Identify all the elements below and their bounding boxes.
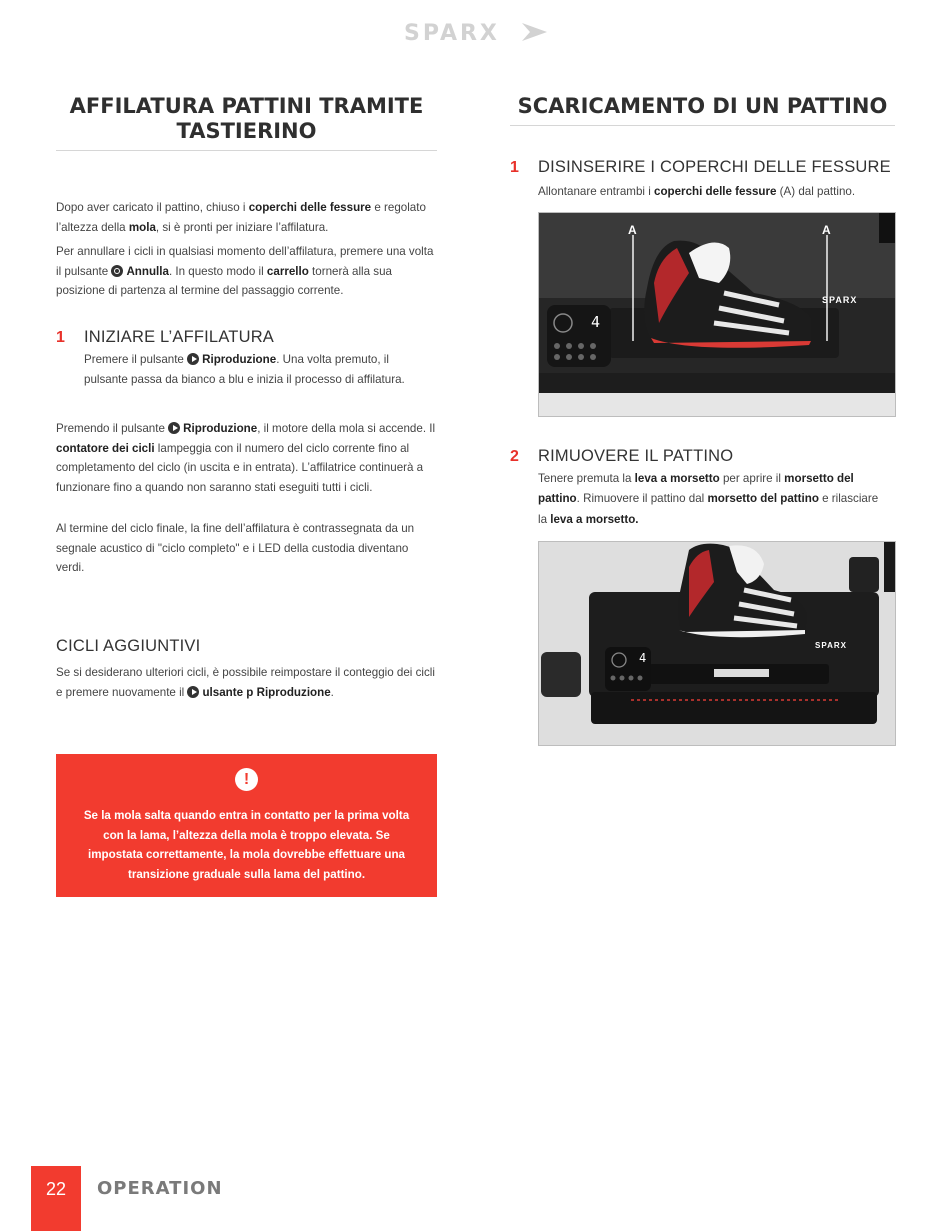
step-title: INIZIARE L’AFFILATURA	[84, 328, 275, 346]
sparx-logo	[404, 19, 548, 45]
right-step-2-heading	[510, 447, 733, 466]
logo-text: SPARX	[404, 21, 500, 45]
step-number: 1	[510, 159, 519, 176]
right-title-divider	[510, 125, 895, 126]
step-number: 1	[56, 329, 65, 346]
brand-label: SPARX	[815, 641, 847, 650]
paragraph-4: Al termine del ciclo finale, la fine dell’affilatura è contrassegnata da un segnale acustico di "ciclo completo" e i LED della custodia diventano verdi.	[56, 522, 415, 574]
intro-paragraph-1: Dopo aver caricato il pattino, chiuso i coperchi delle fessure e regolato l’altezza della mola, si è pronti per iniziare l’affilatura.	[56, 201, 426, 234]
right-step-2-text: Tenere premuta la leva a morsetto per aprire il morsetto del pattino. Rimuovere il pattino dal morsetto del pattino e rilasciare la leva a morsetto.	[538, 472, 879, 526]
left-title-divider	[56, 150, 437, 151]
extra-cycles-text: Se si desiderano ulteriori cicli, è possibile reimpostare il conteggio dei cicli e premere nuovamente il ulsante p Riproduzione.	[56, 666, 435, 699]
cycle-counter-display: 4	[591, 313, 601, 331]
play-icon	[168, 422, 180, 434]
figure-slot-covers	[538, 212, 896, 417]
intro-paragraph-2: Per annullare i cicli in qualsiasi momento dell’affilatura, premere una volta il pulsante Annulla. In questo modo il carrello tornerà alla sua posizione di partenza al termine del passaggio corrente.	[56, 245, 434, 297]
brand-label: SPARX	[822, 295, 858, 305]
right-step-1-text: Allontanare entrambi i coperchi delle fessure (A) dal pattino.	[538, 185, 856, 198]
play-icon	[187, 353, 199, 365]
cycle-counter-display: 4	[639, 651, 647, 665]
warning-box	[56, 754, 437, 897]
paragraph-3: Premendo il pulsante Riproduzione, il motore della mola si accende. Il contatore dei cicli lampeggia con il numero del ciclo corrente fino al completamento del ciclo (in uscita e in entrata). L’affilatrice continuerà a funzionare fino a quando non saranno stati eseguiti tutti i cicli.	[56, 422, 436, 494]
step-title: RIMUOVERE IL PATTINO	[538, 447, 734, 465]
right-step-1-heading	[510, 158, 891, 177]
cancel-icon	[111, 265, 123, 277]
page-number: 22	[31, 1166, 81, 1231]
left-step-1-heading	[56, 328, 274, 347]
section-label: OPERATION	[97, 1178, 223, 1199]
warning-text: Se la mola salta quando entra in contatto per la prima volta con la lama, l’altezza della mola è troppo elevata. Se impostata correttamente, la mola dovrebbe effettuare una transizione graduale sulla lama del pattino.	[83, 809, 410, 882]
left-title: AFFILATURA PATTINI TRAMITE TASTIERINO	[69, 94, 424, 143]
figure-remove-skate	[538, 541, 896, 746]
left-step-1-text: Premere il pulsante Riproduzione. Una volta premuto, il pulsante passa da bianco a blu e inizia il processo di affilatura.	[84, 353, 405, 386]
warning-icon: !	[235, 768, 258, 791]
play-icon	[187, 686, 199, 698]
step-title: DISINSERIRE I COPERCHI DELLE FESSURE	[538, 158, 891, 176]
extra-cycles-title: CICLI AGGIUNTIVI	[56, 637, 201, 655]
callout-label-a: A	[822, 223, 831, 237]
callout-label-a: A	[628, 223, 637, 237]
right-title: SCARICAMENTO DI UN PATTINO	[517, 94, 888, 118]
step-number: 2	[510, 448, 519, 465]
